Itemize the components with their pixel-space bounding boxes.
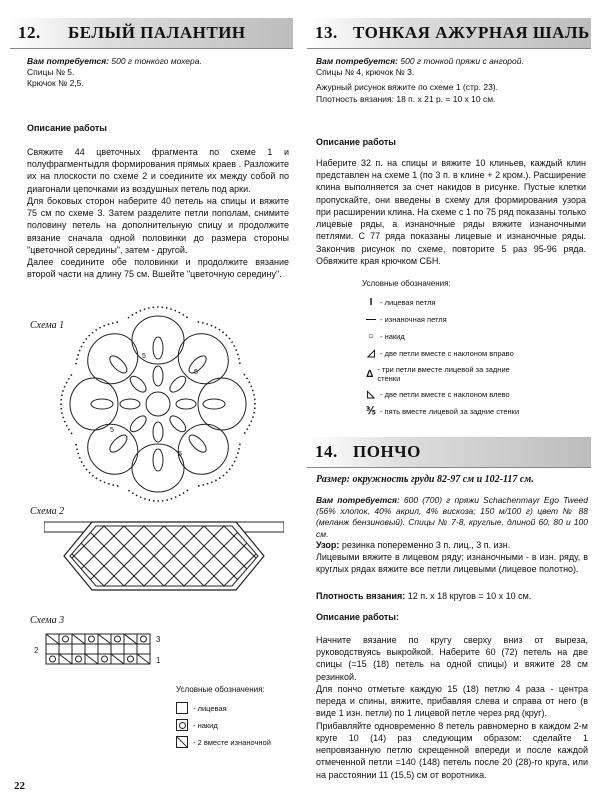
description-text bbox=[27, 146, 289, 281]
pattern-line: Лицевыми вяжите в лицевом ряду; изнаночными - в изн. ряду, в круглых рядах вяжите все петли лицевыми (лицевое полотно). bbox=[316, 552, 588, 575]
materials-block bbox=[316, 495, 588, 540]
scheme-3-row-label: 3 bbox=[156, 635, 161, 644]
section-title: ПОНЧО bbox=[353, 442, 421, 461]
density-line bbox=[316, 590, 588, 602]
legend-text: - накид bbox=[380, 332, 405, 341]
materials-block bbox=[27, 56, 287, 90]
legend-item bbox=[176, 719, 218, 731]
legend-item bbox=[362, 389, 582, 400]
scheme-1-number: 5 bbox=[194, 369, 198, 376]
legend-item bbox=[176, 736, 271, 748]
section-number: 13. bbox=[315, 23, 338, 42]
legend-item bbox=[362, 406, 582, 417]
pattern-label: Узор: bbox=[316, 540, 340, 550]
pattern-block bbox=[316, 539, 588, 576]
legend-item bbox=[362, 297, 582, 308]
legend-text: - пять вместе лицевой за задние стенки bbox=[380, 407, 520, 416]
legend-text: - две петли вместе с наклоном вправо bbox=[380, 349, 514, 358]
legend-title: Условные обозначения: bbox=[176, 685, 265, 694]
materials-value: 500 г тонкого мохера. bbox=[109, 56, 202, 66]
description-text bbox=[316, 157, 586, 267]
scheme-3-row-label: 1 bbox=[156, 656, 161, 665]
density-label: Плотность вязания: bbox=[316, 591, 406, 601]
pattern-line: Ажурный рисунок вяжите по схеме 1 (стр. 23). bbox=[316, 82, 498, 93]
right-decrease-icon: ◿ bbox=[367, 348, 375, 359]
section-header-14 bbox=[307, 437, 591, 468]
description-heading: Описание работы: bbox=[316, 612, 399, 622]
left-decrease-icon: ◺ bbox=[367, 389, 375, 400]
materials-value: 600 (700) г пряжи Schachenmayr Ego Tweed (56% хлопок, 40% акрил, 4% вискоза; 150 м/100 г) цвет № 88 (меланж бензиновый). Спицы № 7-8, круглые, длиной 60, 80 и 100 см. bbox=[316, 495, 588, 539]
materials-label: Вам потребуется: bbox=[316, 56, 398, 66]
legend-title: Условные обозначения: bbox=[362, 279, 451, 288]
section-number: 14. bbox=[315, 442, 338, 461]
legend-item bbox=[362, 314, 582, 325]
materials-line: Крючок № 2,5. bbox=[27, 78, 84, 89]
legend-text: - лицевая bbox=[193, 703, 227, 713]
scheme-2-stole-diagram bbox=[44, 516, 284, 596]
paragraph: Наберите 32 п. на спицы и вяжите 10 клиньев, каждый клин представлен на схеме 1 (по 3 п. в клине + 2 кром.). Расширение клина выполняется за счет накидов в рисунке. Пустые клетки пропускайте, они введены в схему для формирования узора при расширении клина. На схеме с 1 по 75 ряд показаны только лицевые ряды, а изнаночные ряды вяжите изнаночными петлями. С 77 ряда показаны лицевые и изнаночные ряды. Закончив рисунок по схеме, повторите 5 раз 95-96 ряда. Обвяжите края крючком СБН. bbox=[316, 158, 586, 266]
legend-text: - две петли вместе с наклоном влево bbox=[380, 390, 510, 399]
section-title: БЕЛЫЙ ПАЛАНТИН bbox=[68, 23, 246, 42]
section-number: 12. bbox=[18, 23, 41, 42]
scheme-1-caption: Схема 1 bbox=[30, 320, 65, 331]
scheme-1-flower-diagram bbox=[58, 304, 258, 504]
materials-value: 500 г тонкой пряжи с ангорой. bbox=[398, 56, 524, 66]
page-number: 22 bbox=[14, 780, 25, 792]
legend-list bbox=[362, 297, 582, 417]
paragraph: Свяжите 44 цветочных фрагмента по схеме 1 и полуфрагментыдля формирования прямых краев . Разложите их на плоскости по схеме 2 и соедините их между собой по диагонали цепочками из воздушных петель под арки. bbox=[27, 147, 289, 194]
scheme-1-number: 5 bbox=[178, 451, 182, 458]
pattern-line: Плотность вязания: 18 п. х 21 р. = 10 х 10 см. bbox=[316, 93, 496, 104]
yarn-over-icon bbox=[176, 719, 188, 731]
purl-stitch-icon: — bbox=[366, 314, 376, 325]
scheme-3-caption: Схема 3 bbox=[30, 615, 65, 626]
materials-label: Вам потребуется: bbox=[316, 495, 400, 505]
paragraph: Далее соедините обе половинки и продолжите вязание второй части на длину 75 см. Вшейте "цветочную середину". bbox=[27, 257, 289, 280]
size-line: Размер: окружность груди 82-97 см и 102-117 см. bbox=[316, 474, 534, 485]
scheme-1-number: 5 bbox=[110, 427, 114, 434]
three-together-icon: Δ bbox=[366, 368, 374, 380]
five-together-icon: ⅗ bbox=[366, 406, 376, 417]
section-header-12 bbox=[10, 18, 293, 49]
legend-text: - 2 вместе изнаночной bbox=[193, 737, 271, 747]
legend-text: - накид bbox=[193, 720, 218, 730]
paragraph: Прибавляйте одновременно 8 петель равномерно в каждом 2-м круге 10 (14) раз следующим образом: сделайте 1 непровязанную петлю скрещенной впереди и после каждой отмеченной петли =140 (148) петель после 20 (28)-го круга, или на расстоянии 11 (15,5) см от воротника. bbox=[316, 720, 588, 780]
section-title: ТОНКАЯ АЖУРНАЯ ШАЛЬ bbox=[353, 23, 590, 42]
knit-stitch-icon: I bbox=[369, 297, 373, 308]
legend-item bbox=[362, 365, 512, 383]
legend-text: - лицевая петля bbox=[380, 298, 436, 307]
paragraph: Для боковых сторон наберите 40 петель на спицы и вяжите 75 см по схеме 3. Затем разделите петли пополам, снимите половину петель на дополнительную спицу и продолжите вязание сначала одной половинки до размера стороны "цветочной середины", затем - другой. bbox=[27, 195, 289, 255]
purl-two-together-icon bbox=[176, 736, 188, 748]
scheme-1-number: 5 bbox=[142, 353, 146, 360]
legend-item bbox=[362, 348, 582, 359]
paragraph: Для пончо отметьте каждую 15 (18) петлю 4 раза - центра переда и спины, вяжите, прибавляя слева и справа от него (в виде 1 изн. петли) по 1 лицевой петле через ряд (круг). bbox=[316, 683, 588, 719]
pattern-value: резинка попеременно 3 п. лиц., 3 п. изн. bbox=[339, 540, 511, 550]
description-heading: Описание работы bbox=[316, 137, 396, 147]
yarn-over-icon: ○ bbox=[367, 331, 375, 342]
legend-item bbox=[176, 702, 227, 714]
density-value: 12 п. х 18 кругов = 10 х 10 см. bbox=[405, 591, 532, 601]
materials-label: Вам потребуется: bbox=[27, 56, 109, 66]
legend-item bbox=[362, 331, 582, 342]
scheme-2-caption: Схема 2 bbox=[30, 506, 65, 517]
scheme-3-row-label: 2 bbox=[34, 646, 39, 655]
materials-block bbox=[316, 56, 586, 105]
paragraph: Начните вязание по кругу сверху вниз от выреза, руководствуясь выкройкой. Наберите 60 (72) петель на две спицы (=15 (18) петель на одной спицы) и вяжите 28 см резинкой. bbox=[316, 635, 588, 682]
description-heading: Описание работы bbox=[27, 123, 107, 133]
materials-line: Спицы № 5. bbox=[27, 67, 75, 78]
description-text bbox=[316, 634, 588, 781]
materials-line: Спицы № 4, крючок № 3. bbox=[316, 67, 415, 78]
legend-text: - три петли вместе лицевой за задние стенки bbox=[377, 365, 510, 383]
scheme-3-grid-diagram bbox=[34, 630, 184, 670]
knit-symbol-icon bbox=[176, 702, 188, 714]
legend-text: - изнаночная петля bbox=[380, 315, 447, 324]
section-header-13 bbox=[307, 18, 591, 49]
